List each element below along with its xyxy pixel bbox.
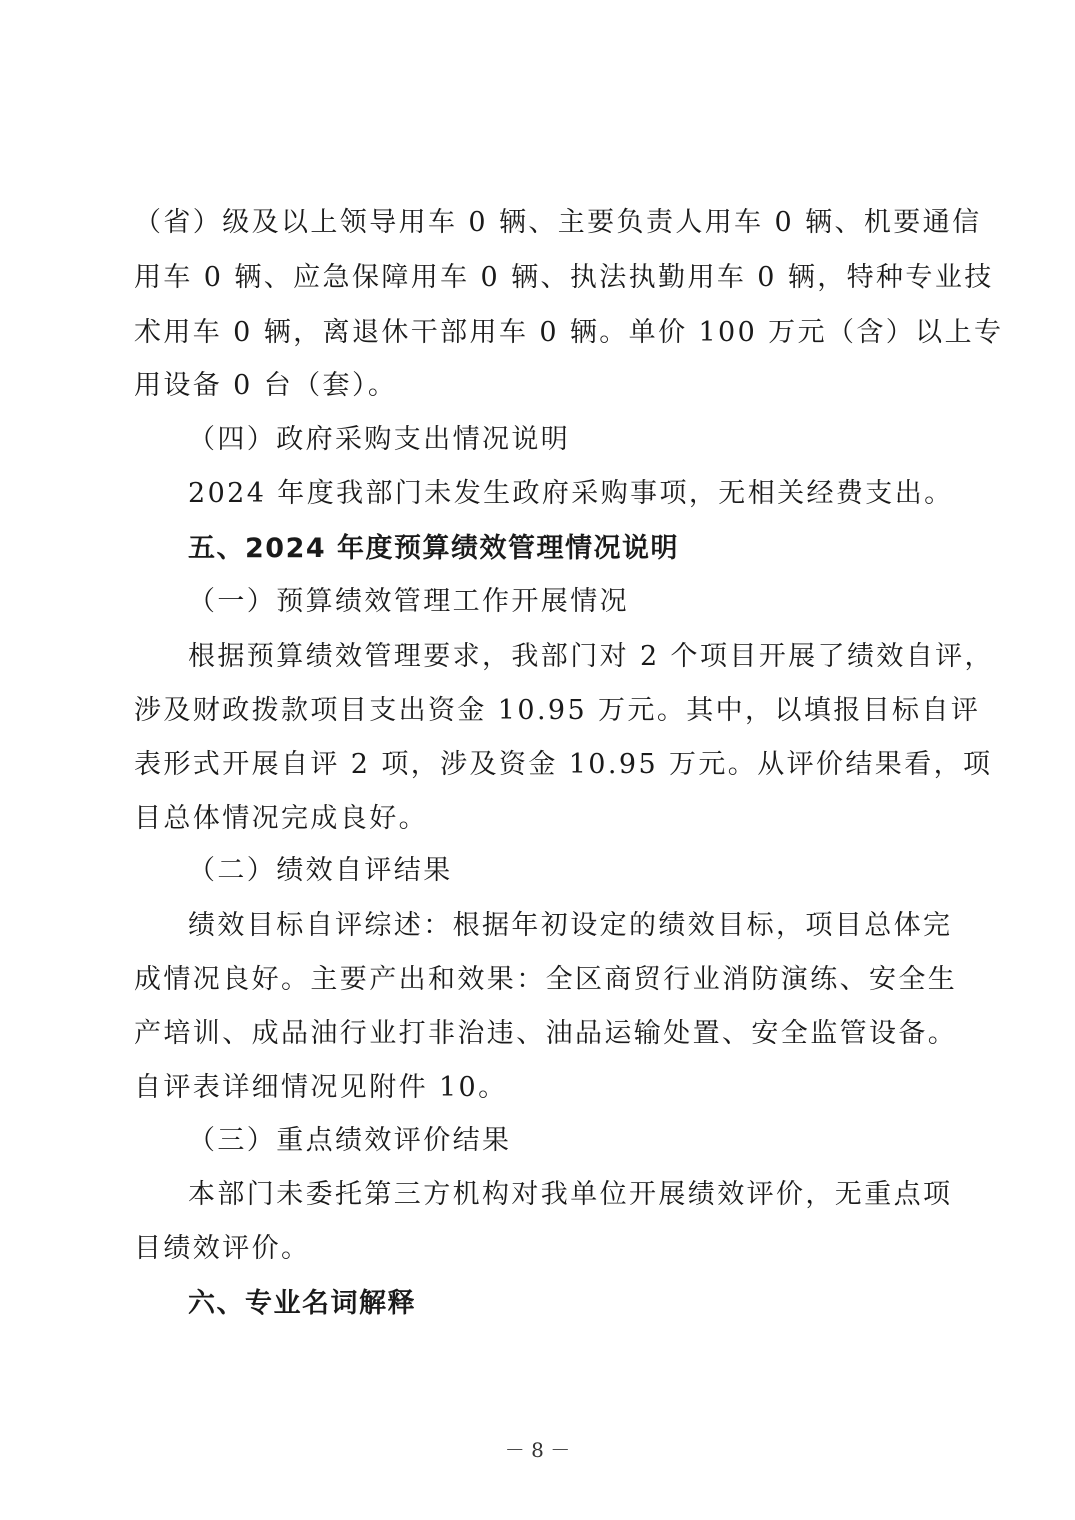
paragraph-line: 根据预算绩效管理要求，我部门对 2 个项目开展了绩效自评， bbox=[188, 641, 994, 672]
paragraph-line: 用车 0 辆、应急保障用车 0 辆、执法执勤用车 0 辆，特种专业技 bbox=[134, 262, 994, 293]
paragraph-line: 表形式开展自评 2 项，涉及资金 10.95 万元。从评价结果看，项 bbox=[134, 749, 993, 780]
paragraph-line: 术用车 0 辆，离退休干部用车 0 辆。单价 100 万元（含）以上专 bbox=[134, 317, 1004, 348]
section-subheading: （一）预算绩效管理工作开展情况 bbox=[188, 586, 629, 617]
paragraph-line: 2024 年度我部门未发生政府采购事项，无相关经费支出。 bbox=[188, 478, 954, 509]
paragraph-line: 绩效目标自评综述：根据年初设定的绩效目标，项目总体完 bbox=[188, 910, 953, 941]
paragraph-line: 成情况良好。主要产出和效果：全区商贸行业消防演练、安全生 bbox=[134, 964, 958, 995]
section-heading: 六、专业名词解释 bbox=[188, 1288, 416, 1319]
section-subheading: （二）绩效自评结果 bbox=[188, 855, 453, 886]
section-subheading: （三）重点绩效评价结果 bbox=[188, 1125, 512, 1156]
paragraph-line: 用设备 0 台（套）。 bbox=[134, 370, 398, 401]
page-number: － 8 － bbox=[504, 1438, 571, 1462]
paragraph-line: 目绩效评价。 bbox=[134, 1233, 311, 1264]
paragraph-line: （省）级及以上领导用车 0 辆、主要负责人用车 0 辆、机要通信 bbox=[134, 207, 982, 238]
paragraph-line: 涉及财政拨款项目支出资金 10.95 万元。其中，以填报目标自评 bbox=[134, 695, 981, 726]
section-heading: 五、2024 年度预算绩效管理情况说明 bbox=[188, 533, 680, 564]
paragraph-line: 本部门未委托第三方机构对我单位开展绩效评价，无重点项 bbox=[188, 1179, 953, 1210]
section-subheading: （四）政府采购支出情况说明 bbox=[188, 424, 571, 455]
paragraph-line: 产培训、成品油行业打非治违、油品运输处置、安全监管设备。 bbox=[134, 1018, 958, 1049]
paragraph-line: 目总体情况完成良好。 bbox=[134, 803, 428, 834]
paragraph-line: 自评表详细情况见附件 10。 bbox=[134, 1072, 508, 1103]
